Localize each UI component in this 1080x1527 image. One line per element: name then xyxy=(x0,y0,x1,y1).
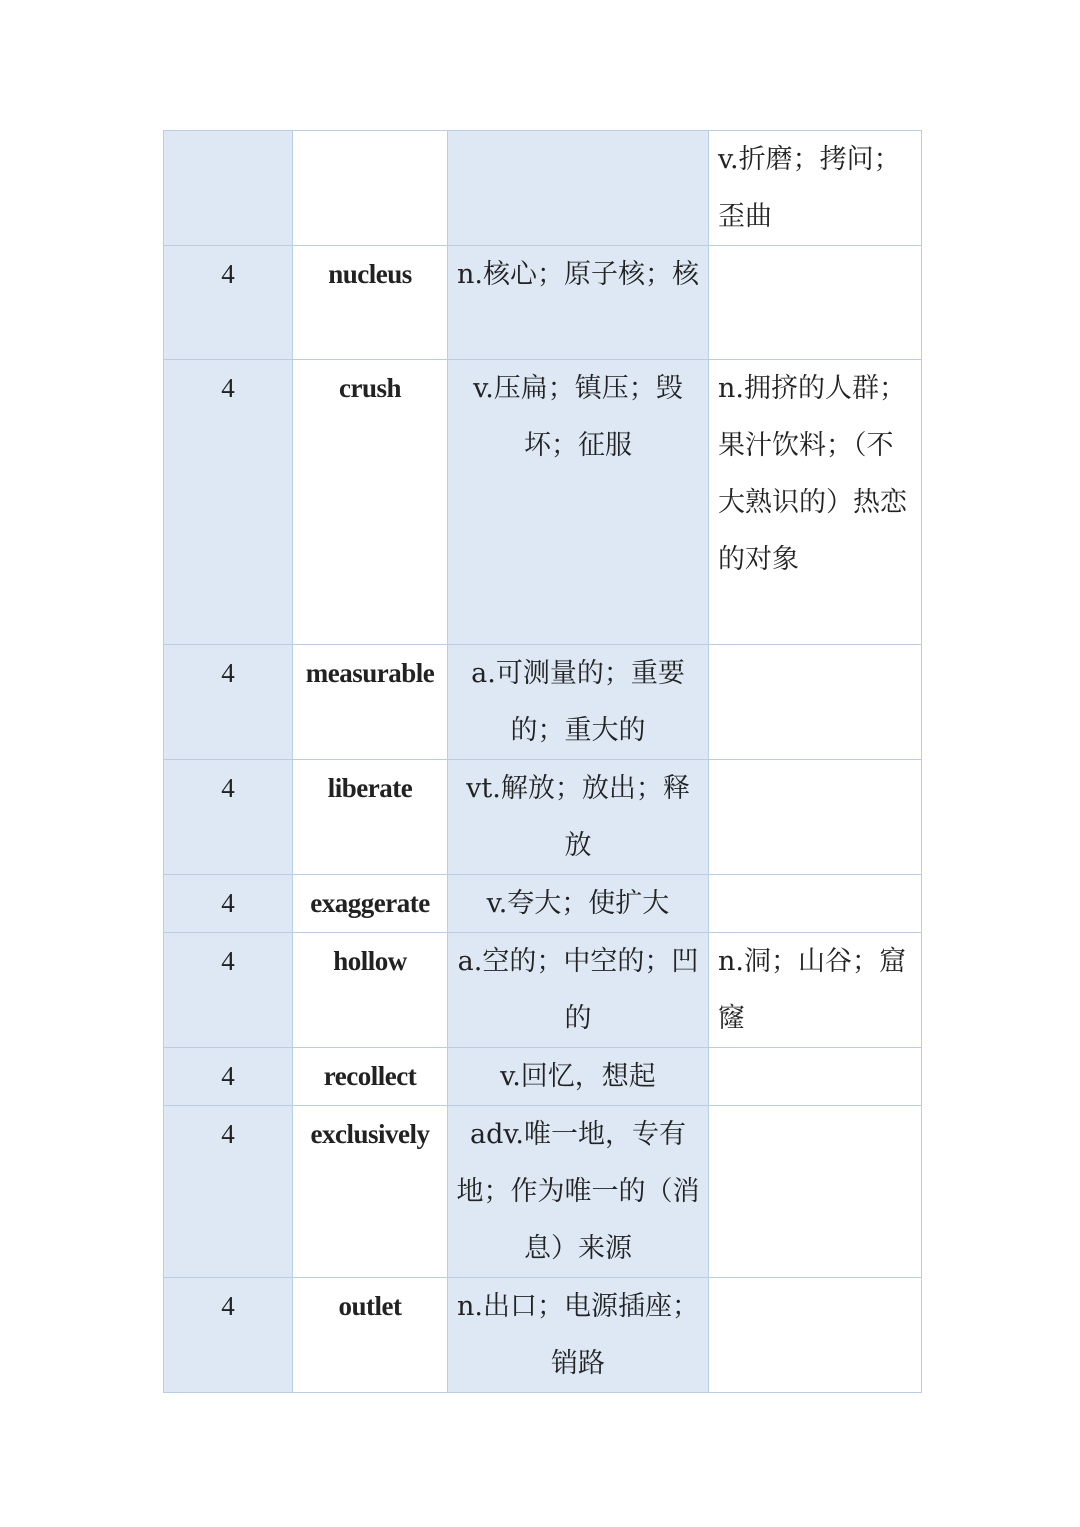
primary-meaning-cell: n.核心；原子核；核 xyxy=(448,246,709,360)
level-cell: 4 xyxy=(164,760,293,875)
word-cell xyxy=(293,131,448,246)
secondary-meaning-cell xyxy=(709,1106,922,1278)
word-cell: measurable xyxy=(293,645,448,760)
primary-meaning-cell xyxy=(448,131,709,246)
vocabulary-table xyxy=(163,130,922,1393)
secondary-meaning-cell: n.洞；山谷；窟窿 xyxy=(709,933,922,1048)
word-cell: liberate xyxy=(293,760,448,875)
level-cell: 4 xyxy=(164,360,293,645)
table-body xyxy=(164,131,922,1393)
table-row xyxy=(164,933,922,1048)
word-cell: exclusively xyxy=(293,1106,448,1278)
level-cell: 4 xyxy=(164,933,293,1048)
table-row xyxy=(164,131,922,246)
word-cell: nucleus xyxy=(293,246,448,360)
secondary-meaning-cell xyxy=(709,1048,922,1106)
level-cell: 4 xyxy=(164,875,293,933)
level-cell: 4 xyxy=(164,645,293,760)
secondary-meaning-cell xyxy=(709,1278,922,1393)
level-cell xyxy=(164,131,293,246)
primary-meaning-cell: v.回忆，想起 xyxy=(448,1048,709,1106)
level-cell: 4 xyxy=(164,1106,293,1278)
table-row xyxy=(164,645,922,760)
primary-meaning-cell: v.压扁；镇压；毁坏；征服 xyxy=(448,360,709,645)
word-cell: crush xyxy=(293,360,448,645)
word-cell: hollow xyxy=(293,933,448,1048)
secondary-meaning-cell xyxy=(709,645,922,760)
primary-meaning-cell: v.夸大；使扩大 xyxy=(448,875,709,933)
secondary-meaning-cell xyxy=(709,246,922,360)
table-row xyxy=(164,1278,922,1393)
level-cell: 4 xyxy=(164,246,293,360)
secondary-meaning-cell xyxy=(709,875,922,933)
primary-meaning-cell: a.可测量的；重要的；重大的 xyxy=(448,645,709,760)
primary-meaning-cell: n.出口；电源插座；销路 xyxy=(448,1278,709,1393)
table-row xyxy=(164,360,922,645)
word-cell: exaggerate xyxy=(293,875,448,933)
word-cell: outlet xyxy=(293,1278,448,1393)
table-row xyxy=(164,875,922,933)
primary-meaning-cell: adv.唯一地，专有地；作为唯一的（消息）来源 xyxy=(448,1106,709,1278)
table-row xyxy=(164,1048,922,1106)
word-cell: recollect xyxy=(293,1048,448,1106)
table-row xyxy=(164,760,922,875)
table-row xyxy=(164,246,922,360)
secondary-meaning-cell: v.折磨；拷问；歪曲 xyxy=(709,131,922,246)
level-cell: 4 xyxy=(164,1278,293,1393)
primary-meaning-cell: vt.解放；放出；释放 xyxy=(448,760,709,875)
secondary-meaning-cell: n.拥挤的人群；果汁饮料；（不大熟识的）热恋的对象 xyxy=(709,360,922,645)
secondary-meaning-cell xyxy=(709,760,922,875)
table-row xyxy=(164,1106,922,1278)
primary-meaning-cell: a.空的；中空的；凹的 xyxy=(448,933,709,1048)
level-cell: 4 xyxy=(164,1048,293,1106)
